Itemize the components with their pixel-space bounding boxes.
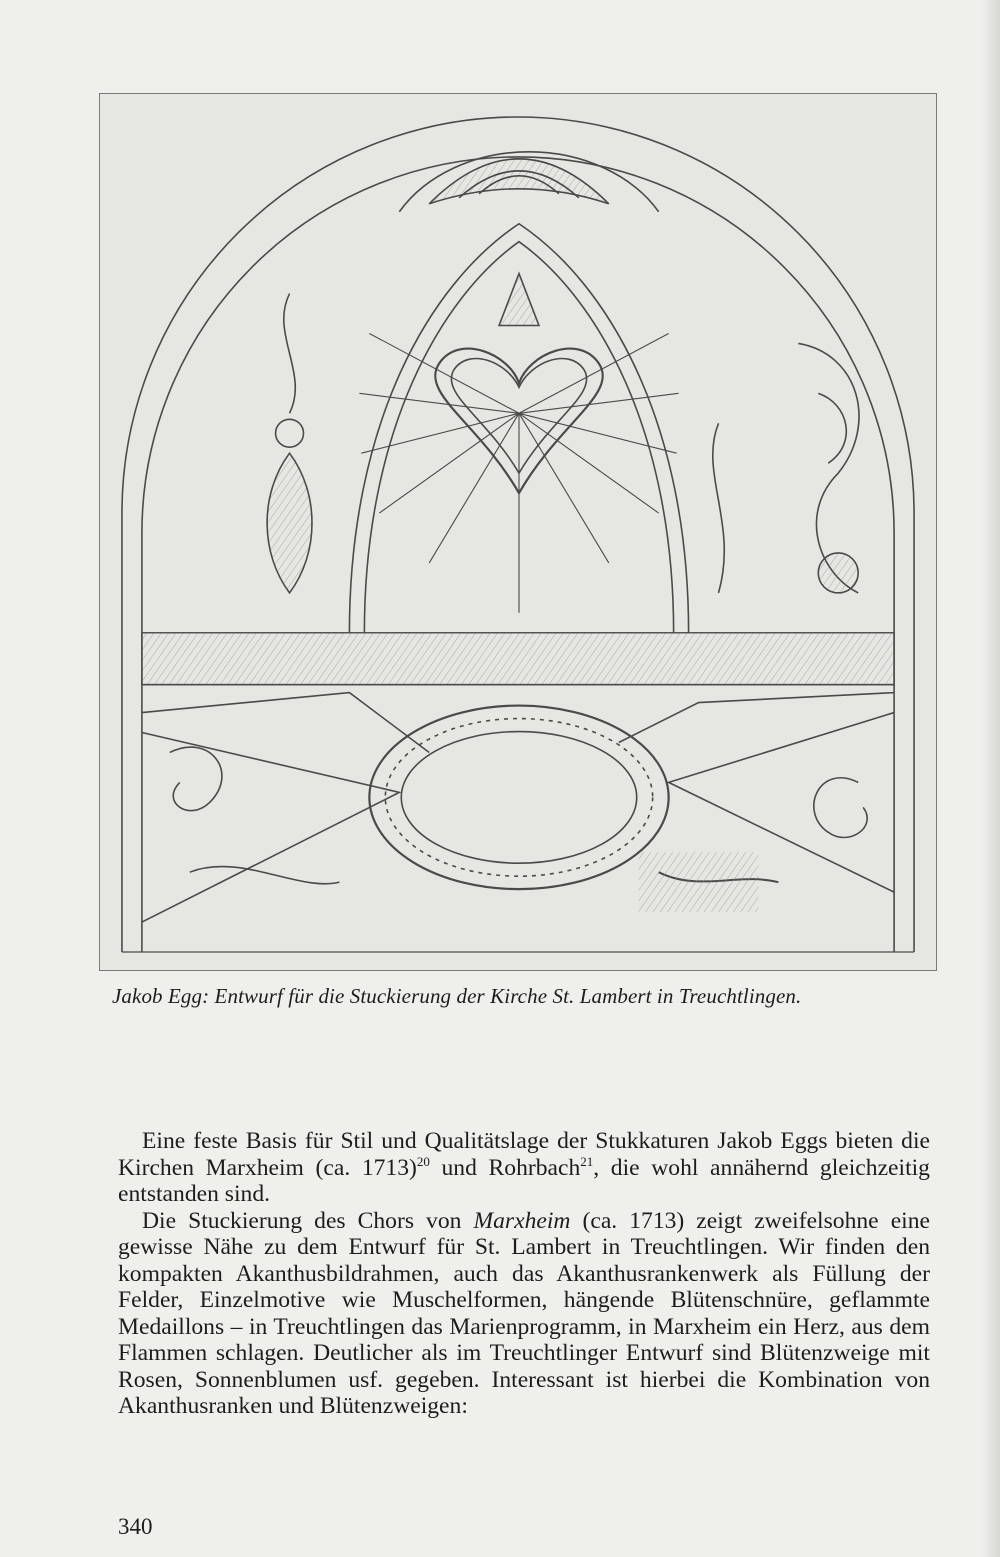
text-run: (ca. 1713) zeigt zweifelsohne eine gewisse Nähe zu dem Entwurf für St. Lambert in Treuchtlingen. Wir finden den kompakten Akanthusbildrahmen, auch das Akanthusrankenwerk als Füllung der Felder, Einzelmotive wie Muschelformen, hängende Blütenschnüre, geflammte Medaillons – in Treuchtlingen das Marienprogramm, in Marxheim ein Herz, aus dem Flammen schlagen. Deutlicher als im Treuchtlinger Entwurf sind Blütenzweige mit Rosen, Sonnenblumen usf. gegeben. Interessant ist hierbei die Kombination von Akanthusranken und Blütenzweigen: [118, 1207, 930, 1419]
text-run: Eine feste Basis für Stil und Qualitätslage der Stukkaturen Jakob Eggs bieten die Kirchen Marxheim (ca. 1713) [118, 1128, 930, 1181]
paragraph [118, 1208, 930, 1420]
text-run: Die Stuckierung des Chors von [142, 1207, 474, 1234]
italic-text: Marxheim [473, 1207, 571, 1234]
footnote-ref: 21 [580, 1153, 594, 1169]
page-number: 340 [118, 1514, 153, 1539]
stucco-design-drawing [99, 93, 937, 971]
text-run: , die wohl annähernd gleichzeitig entstanden sind. [118, 1154, 930, 1207]
figure-caption: Jakob Egg: Entwurf für die Stuckierung der Kirche St. Lambert in Treuchtlingen. [112, 984, 802, 1008]
drawing-illustration [100, 94, 936, 970]
paragraph [118, 1128, 930, 1208]
page-edge-shadow [982, 0, 1000, 1557]
text-run: und Rohrbach [429, 1154, 581, 1181]
footnote-ref: 20 [416, 1153, 430, 1169]
body-text [118, 1128, 930, 1420]
